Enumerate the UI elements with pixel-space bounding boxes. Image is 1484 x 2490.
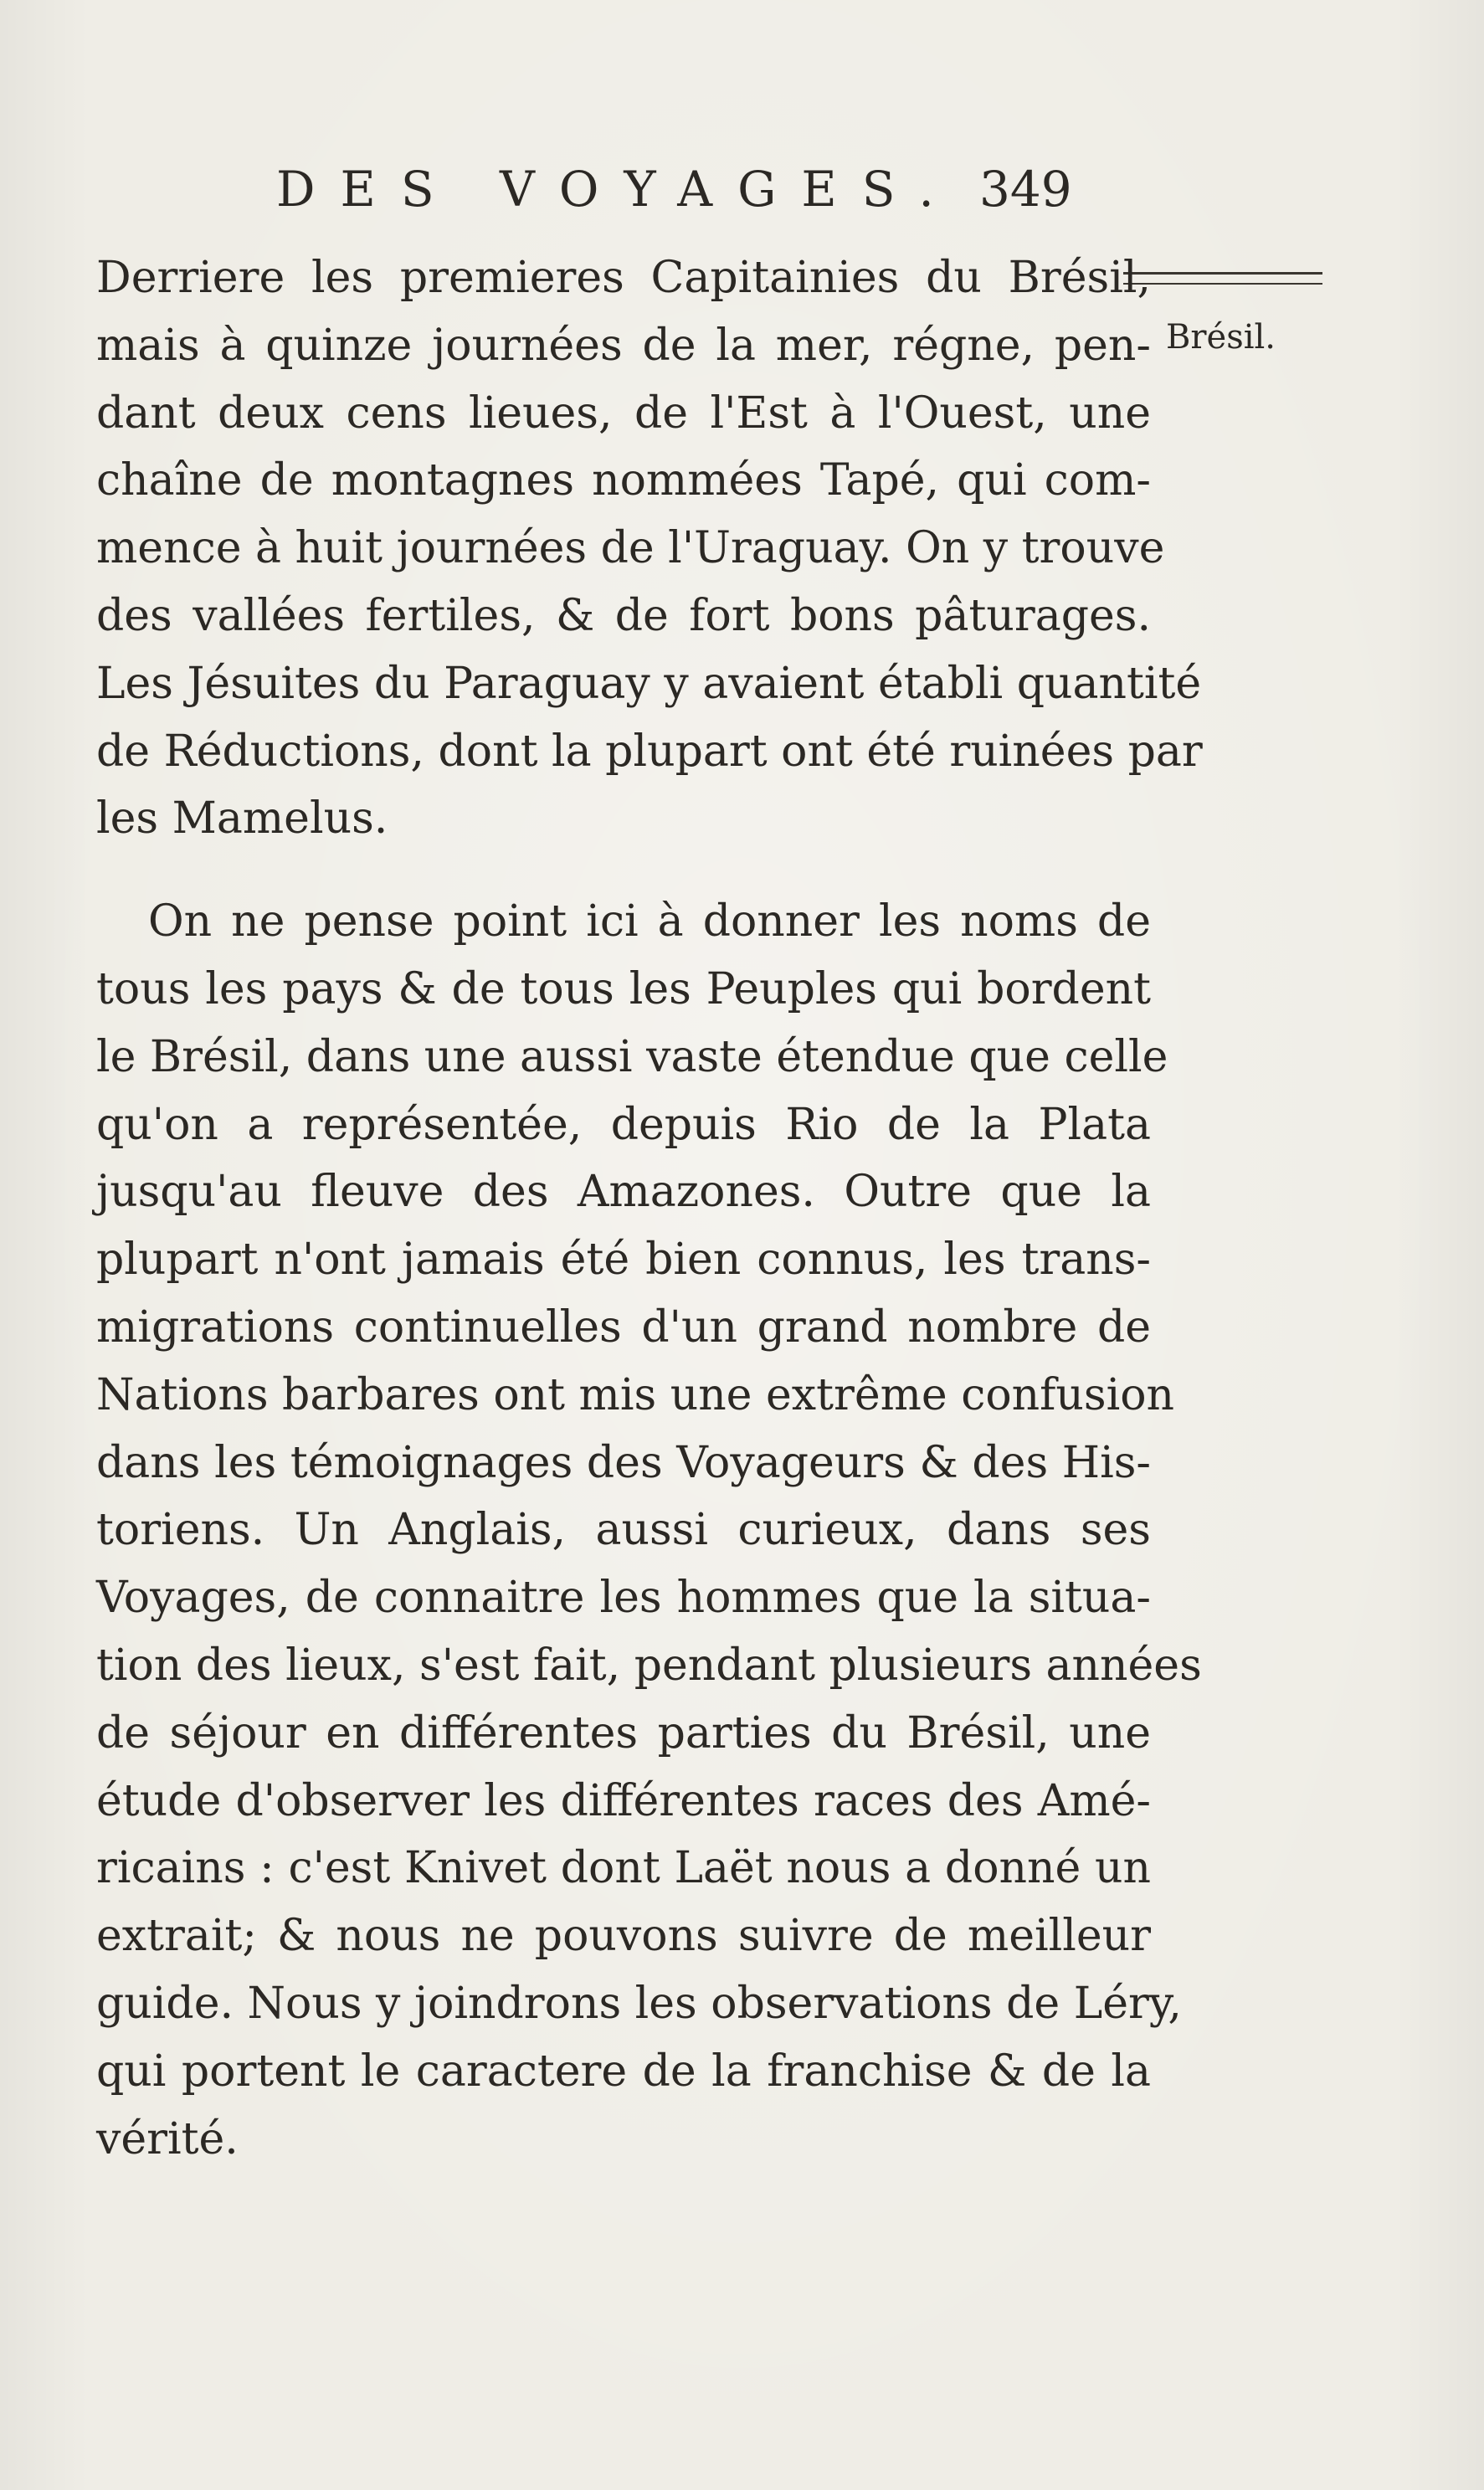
- text-line: qui portent le caractere de la franchise & de la: [96, 2046, 1151, 2097]
- text-line: Voyages, de connaitre les hommes que la situa-: [96, 1573, 1151, 1624]
- text-line: guide. Nous y joindrons les observations de Léry,: [96, 1978, 1182, 2029]
- margin-rule: [1123, 272, 1322, 285]
- text-line: Derriere les premieres Capitainies du Brésil,: [96, 253, 1151, 303]
- running-head: [276, 161, 1122, 228]
- text-line: tion des lieux, s'est fait, pendant plusieurs années: [96, 1640, 1202, 1691]
- text-line: tous les pays & de tous les Peuples qui bordent: [96, 963, 1151, 1014]
- text-line: Nations barbares ont mis une extrême confusion: [96, 1369, 1174, 1420]
- text-line: étude d'observer les différentes races des Amé-: [96, 1775, 1151, 1826]
- text-line: jusqu'au fleuve des Amazones. Outre que la: [96, 1167, 1151, 1218]
- text-line: de Réductions, dont la plupart ont été ruinées par: [96, 726, 1203, 777]
- text-line: mence à huit journées de l'Uraguay. On y trouve: [96, 523, 1165, 574]
- text-line: de séjour en différentes parties du Brésil, une: [96, 1707, 1151, 1758]
- text-line: les Mamelus.: [96, 793, 388, 845]
- text-line: ricains : c'est Knivet dont Laët nous a donné un: [96, 1843, 1151, 1894]
- text-line: dans les témoignages des Voyageurs & des His-: [96, 1437, 1151, 1488]
- text-line: chaîne de montagnes nommées Tapé, qui com-: [96, 455, 1151, 506]
- text-line: le Brésil, dans une aussi vaste étendue que celle: [96, 1031, 1168, 1082]
- text-line: vérité.: [96, 2113, 239, 2164]
- text-line: dant deux cens lieues, de l'Est à l'Ouest, une: [96, 388, 1151, 439]
- running-title: DES VOYAGES.: [276, 161, 959, 218]
- page-number: 349: [979, 161, 1072, 218]
- text-line: des vallées fertiles, & de fort bons pâturages.: [96, 590, 1151, 641]
- paragraph-2: [96, 888, 1202, 2173]
- text-line: mais à quinze journées de la mer, régne, pen-: [96, 320, 1151, 371]
- text-line: extrait; & nous ne pouvons suivre de meilleur: [96, 1911, 1151, 1962]
- text-line: Les Jésuites du Paraguay y avaient établi quantité: [96, 658, 1202, 709]
- text-line: plupart n'ont jamais été bien connus, les trans-: [96, 1235, 1151, 1286]
- text-line: qu'on a représentée, depuis Rio de la Plata: [96, 1099, 1151, 1150]
- paragraph-1: [96, 244, 1203, 853]
- text-line: On ne pense point ici à donner les noms de: [148, 896, 1151, 947]
- paragraph-gap: [96, 853, 1151, 888]
- text-line: toriens. Un Anglais, aussi curieux, dans ses: [96, 1505, 1151, 1556]
- text-line: migrations continuelles d'un grand nombre de: [96, 1301, 1151, 1353]
- body-text: [96, 244, 1203, 2173]
- margin-note: Brésil.: [1166, 318, 1276, 357]
